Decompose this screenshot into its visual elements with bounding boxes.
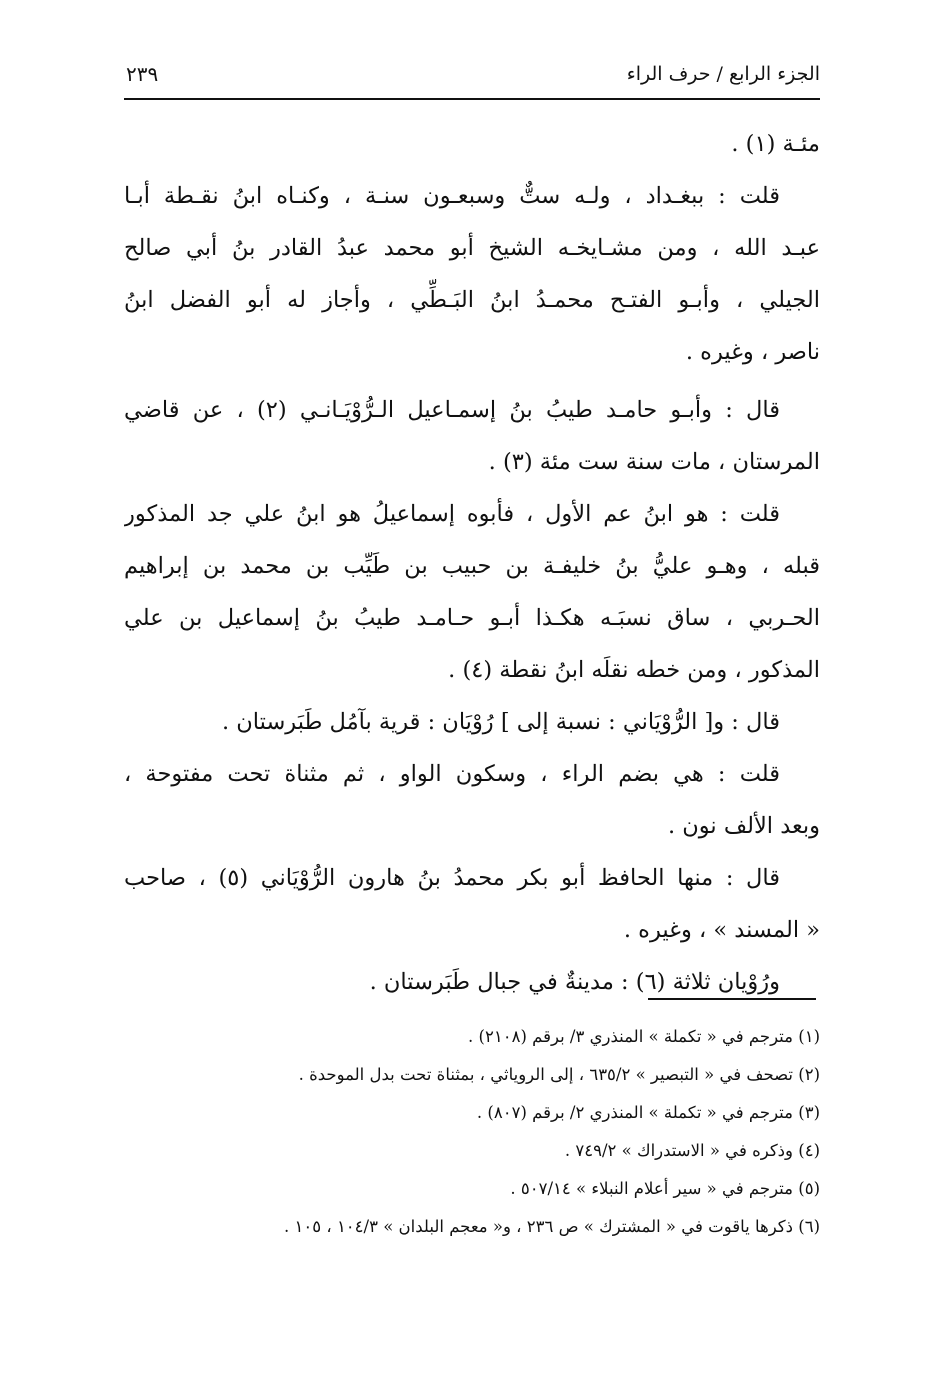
text-line: ناصر ، وغيره . bbox=[685, 339, 820, 365]
text-line: قال : و[ الرُّوْيَاني : نسبة إلى ] رُوْيَان : قرية بآمُل طَبَرستان . bbox=[221, 709, 780, 735]
text-line: المذكور ، ومن خطه نقلَه ابنُ نقطة (٤) . bbox=[448, 657, 820, 683]
text-line: « المسند » ، وغيره . bbox=[623, 917, 820, 943]
page-number: ٢٣٩ bbox=[126, 62, 159, 86]
footnote: (١) مترجم في « تكملة » المنذري ٣/ برقم (٢١٠٨) . bbox=[468, 1027, 820, 1046]
text-line: قلت : هي بضم الراء ، وسكون الواو ، ثم مثناة تحت مفتوحة ، bbox=[124, 761, 780, 787]
running-head bbox=[124, 56, 820, 92]
text-line: عبـد الله ، ومن مشـايخـه الشيخ أبو محمد عبدُ القادر بنُ أبي صالح bbox=[124, 235, 820, 261]
text-line: قال : منها الحافظ أبو بكر محمدُ بنُ هارون الرُّوْيَاني (٥) ، صاحب bbox=[124, 865, 780, 891]
footnote: (٥) مترجم في « سير أعلام النبلاء » ٥٠٧/١٤ . bbox=[510, 1179, 820, 1198]
text-line: قبله ، وهـو عليُّ بنُ خليفـة بن حبيب بن طَيِّب بن محمد بن إبراهيم bbox=[124, 553, 820, 579]
text-line: قلت : هو ابنُ عم الأول ، فأبوه إسماعيلُ هو ابنُ علي جد المذكور bbox=[124, 501, 780, 527]
text-line: المرستان ، مات سنة ست مئة (٣) . bbox=[488, 449, 820, 475]
text-line: قال : وأبـو حامـد طيبُ بنُ إسمـاعيل الـرُّوْيَـانـي (٢) ، عن قاضي bbox=[124, 397, 780, 423]
text-line: قلت : ببغـداد ، ولـه ستٌّ وسبعـون سنـة ، وكنـاه ابنُ نقـطة أبـا bbox=[124, 183, 780, 209]
text-line: وبعد الألف نون . bbox=[667, 813, 820, 839]
text-line: الجيلي ، وأبـو الفتـح محمـدُ ابنُ البَـطِّي ، وأجاز له أبو الفضل ابنُ bbox=[124, 287, 820, 313]
running-title: الجزء الرابع / حرف الراء bbox=[626, 63, 820, 85]
text-line: الحـربي ، ساق نسبَـه هكـذا أبـو حـامـد طيبُ بنُ إسماعيل بن علي bbox=[124, 605, 820, 631]
footnote: (٣) مترجم في « تكملة » المنذري ٢/ برقم (٨٠٧) . bbox=[476, 1103, 820, 1122]
footnote-rule bbox=[648, 998, 816, 1000]
footnotes bbox=[124, 1018, 820, 1246]
text-line: مئـة (١) . bbox=[731, 131, 820, 157]
main-text bbox=[124, 118, 820, 1008]
header-rule bbox=[124, 98, 820, 100]
footnote: (٦) ذكرها ياقوت في « المشترك » ص ٢٣٦ ، و« معجم البلدان » ١٠٤/٣ ، ١٠٥ . bbox=[284, 1217, 820, 1236]
footnote: (٤) وذكره في « الاستدراك » ٧٤٩/٢ . bbox=[564, 1141, 820, 1160]
footnote: (٢) تصحف في « التبصير » ٦٣٥/٢ ، إلى الروياثي ، بمثناة تحت بدل الموحدة . bbox=[298, 1065, 820, 1084]
text-line: ورُوْيان ثلاثة (٦) : مدينةٌ في جبال طَبَرستان . bbox=[369, 969, 780, 995]
